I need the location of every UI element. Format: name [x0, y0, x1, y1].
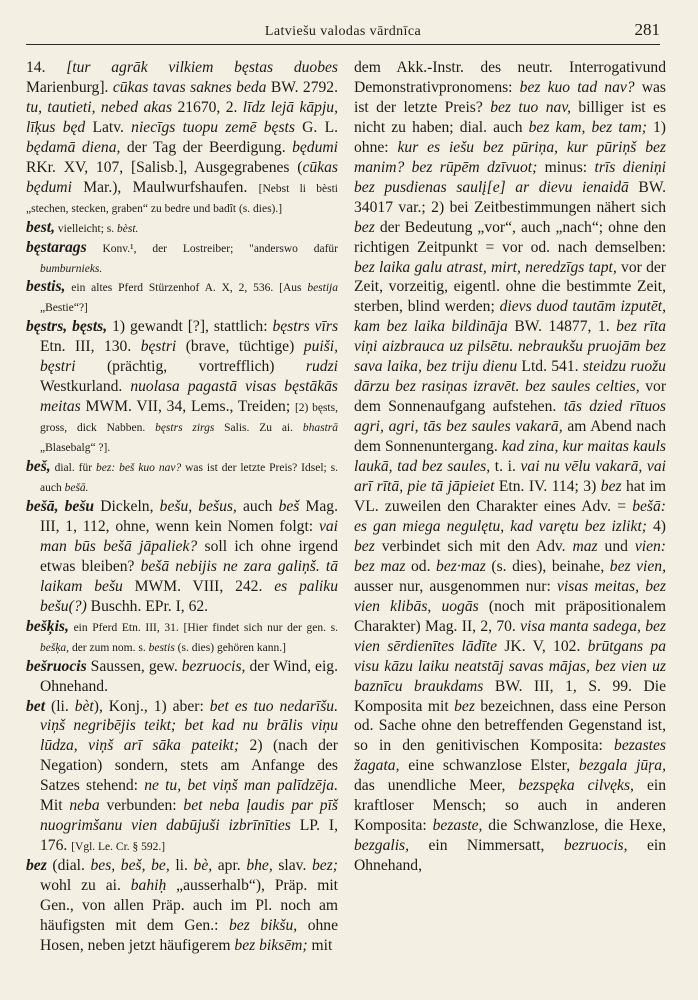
example-text: maz	[572, 537, 598, 555]
example-text: vien: bez maz	[354, 537, 666, 575]
entry-text: ein kraftloser Mensch; so auch in anderen Komposita:	[354, 777, 666, 835]
dictionary-entry	[26, 238, 338, 278]
etymology-note: Konv.¹, der Lostreiber; "anderswo dafür	[86, 242, 338, 255]
entry-text: BW. 34017 var.; 2) bei Zeitbestimmungen nähert sich	[354, 178, 667, 216]
etymology-note: vielleicht; s.	[55, 222, 117, 235]
left-column	[26, 58, 338, 956]
example-text: vai man būs bešā jāpaliek?	[40, 517, 338, 555]
example-text: bez·maz	[436, 557, 486, 575]
headword: bešruocis	[26, 657, 87, 675]
entry-text: Marienburg].	[26, 78, 113, 96]
example-text: bez biksēm;	[234, 936, 308, 954]
entry-text: slav.	[272, 857, 312, 875]
entry-text: (brave, tüchtige)	[176, 338, 304, 356]
example-text: bèt	[74, 697, 94, 715]
entry-text: verbindet sich mit den Adv.	[374, 537, 573, 555]
example-text: bahiḥ	[130, 877, 167, 895]
example-text: nuolasa pagastā visas bęstākās meitas	[40, 378, 338, 416]
example-text: bez	[600, 478, 622, 496]
example-text: [tur agrāk vilkiem bęstas duobes	[66, 59, 338, 76]
entry-text: BW. III, 1, S. 99. Die Komposita mit	[354, 677, 666, 715]
etymology-note: bešā.	[64, 482, 89, 495]
etymology-note: bèst.	[117, 222, 139, 235]
example-text: będamā diena,	[26, 138, 121, 156]
entry-text: 14.	[26, 59, 67, 76]
example-text: bez rīta viņi aizbrauca uz pilsētu. nebraukšu pruojām bez sava laika, bez triju dienu	[354, 318, 666, 376]
entry-text: LP. I, 176.	[40, 817, 338, 855]
dictionary-entry	[26, 497, 338, 617]
etymology-note: [Nebst li bèsti „stechen, stecken, graben“ zu bedre und badît (s. dies).]	[26, 182, 338, 215]
entry-text: was ist der letzte Preis?	[354, 78, 666, 116]
entry-text: (li.	[45, 697, 75, 715]
example-text: bez	[354, 218, 375, 236]
etymology-note: bumburnieks.	[40, 262, 103, 275]
entry-text: und	[597, 537, 635, 555]
example-text: bet neba ļaudis par pīš nuogrimšanu vien dabūjuši izbrīnīties	[40, 797, 338, 835]
entry-text: (s. dies), beinahe,	[485, 557, 610, 575]
entry-text: hat im VL. zuweilen den Charakter eines Adv. =	[354, 478, 666, 515]
headword: bešķis,	[26, 617, 69, 635]
example-text: bez kuo tad nav?	[519, 78, 635, 96]
example-text: cūkas tavas saknes beda	[112, 78, 267, 96]
etymology-note: ein Pferd Etn. III, 31. [Hier findet sich nur der gen. s.	[68, 621, 338, 634]
etymology-note: bez: beš kuo nav?	[95, 462, 182, 475]
entry-text: Mar.), Maulwurfshaufen.	[71, 178, 259, 196]
page-number: 281	[634, 20, 660, 39]
example-text: niecīgs tuopu zemē bęsts	[131, 118, 295, 136]
entry-text: ein Ohnehand,	[354, 837, 667, 875]
headword: bestis,	[26, 278, 66, 296]
entry-text: RKr. XV, 107, [Salisb.], Ausgegrabenes (	[26, 158, 303, 176]
entry-text: od.	[405, 557, 437, 575]
etymology-note: [2) bęsts, gross, dick Nabben.	[40, 402, 338, 435]
etymology-note: [Vgl. Le. Cr. § 592.]	[71, 841, 166, 854]
example-text: steidzu ruožu dārzu bez rasiņas izravēt.	[354, 358, 666, 396]
dictionary-entry	[26, 218, 338, 238]
example-text: cūkas będumi	[26, 158, 338, 196]
example-text: bez saules celties,	[524, 378, 640, 396]
entry-text: die Schwanzlose, die Hexe,	[482, 817, 666, 835]
etymology-note: bestis	[148, 641, 175, 654]
etymology-note: bęstrs zirgs	[155, 422, 215, 435]
example-text: kur es iešu bez pūriņa, kur pūriņš bez manim? bez rūpēm dzīvuot;	[354, 138, 666, 176]
example-text: bešā: es gan miega negulętu, kad varętu bez izlikt;	[354, 497, 666, 535]
entry-text: MWM. VIII, 242.	[122, 577, 275, 595]
entry-text: der Bedeutung „vor“, auch „nach“; ohne den richtigen Zeitpunkt = vor od. nach demselben:	[354, 218, 666, 256]
etymology-note: der zum nom. s.	[69, 641, 149, 654]
example-text: bezgala jūŗa,	[578, 757, 666, 775]
example-text: bhe,	[246, 857, 273, 875]
entry-text: 4)	[646, 517, 666, 535]
etymology-note: Salis. Zu ai.	[214, 422, 303, 435]
example-text: bešu, bešus,	[159, 497, 237, 515]
example-text: visas meitas, bez vien klibās, uogās	[354, 577, 666, 615]
example-text: visa manta sadega, bez vien sērdienītes lādīte	[354, 617, 666, 655]
etymology-note: „Blasebalg“ ?].	[40, 442, 111, 455]
entry-text: der Tag der Beerdigung.	[120, 138, 293, 156]
entry-text: minus:	[537, 158, 595, 176]
entry-text: 1) ohne:	[354, 118, 666, 156]
entry-text: Saussen, gew.	[86, 657, 182, 675]
entry-text: Etn. IV. 114; 3)	[494, 478, 601, 496]
entry-text: JK. V, 102.	[497, 637, 588, 655]
headword: bet	[26, 697, 46, 715]
example-text: bezruocis,	[563, 837, 628, 855]
entry-text: Etn. III, 130.	[40, 338, 141, 356]
example-text: rudzi	[305, 358, 338, 376]
entry-text: (noch mit präpositionalem Charakter) Mag. II, 2, 70.	[354, 597, 666, 635]
entry-text: Mag. III, 1, 112, ohne, wenn kein Nomen folgt:	[40, 497, 339, 535]
text-columns	[26, 58, 666, 956]
entry-text: bezeichnen, dass eine Person od. Sache ohne den betreffenden Gegenstand ist, so in den genitivischen Komposita:	[354, 697, 666, 755]
entry-text: 1) gewandt [?], stattlich:	[107, 318, 273, 336]
entry-continuation	[26, 58, 338, 218]
entry-text: t. i.	[490, 458, 521, 476]
entry-text: BW. 2792.	[266, 78, 338, 96]
entry-text: eine schwanzlose Elster,	[399, 757, 579, 775]
example-text: līdz lejā kāpju, līķus będ	[26, 98, 338, 136]
entry-text: ein Nimmersatt,	[409, 837, 564, 855]
etymology-note: bešķa,	[40, 641, 70, 654]
entry-text: apr.	[212, 857, 247, 875]
dictionary-entry	[26, 457, 338, 497]
entry-text: (dial.	[46, 857, 91, 875]
example-text: bez tuo nav,	[490, 98, 571, 116]
etymology-note: was ist der letzte Preis? Idsel; s. auch	[40, 462, 338, 495]
etymology-note: bestija	[307, 282, 338, 295]
example-text: brūtgans pa visu kāzu laiku neatstāj savas mājas, bez vien uz baznīcu braukdams	[354, 637, 666, 695]
entry-text: Latv.	[85, 118, 132, 136]
example-text: ne tu, bet viņš man palīdzēja.	[144, 777, 338, 795]
entry-continuation	[354, 58, 666, 876]
example-text: es paliku bešu(?)	[40, 577, 338, 615]
entry-text: vor dem Sonnenaufgang aufstehen.	[354, 378, 667, 416]
example-text: tu, tautieti, nebed akas	[26, 98, 173, 116]
dictionary-entry	[26, 697, 338, 857]
example-text: bes, beš, be,	[90, 857, 170, 875]
example-text: bezgalis,	[354, 837, 410, 855]
entry-text: mit	[307, 936, 333, 954]
example-text: bez;	[311, 857, 338, 875]
headword: bez	[26, 857, 47, 875]
running-title: Latviešu valodas vārdnīca	[264, 24, 422, 39]
entry-text: der Wind, eig. Ohnehand.	[40, 657, 338, 695]
entry-text: Mit	[40, 797, 70, 815]
headword: bešā, bešu	[26, 497, 95, 515]
entry-text: auch	[236, 497, 279, 515]
example-text: bez laika galu atrast, mirt, neredzīgs tapt,	[354, 258, 617, 276]
example-text: bęstrs vīrs	[272, 318, 339, 336]
entry-text: Dickeln,	[94, 497, 160, 515]
entry-text: Ltd. 541.	[517, 358, 583, 376]
dictionary-entry	[26, 657, 338, 697]
example-text: bez bikšu,	[229, 916, 298, 934]
etymology-note: dial. für	[50, 462, 96, 475]
entry-text: (prächtig, vortrefflich)	[75, 358, 306, 376]
headword: bęstarags	[26, 238, 87, 256]
dictionary-entry	[26, 317, 338, 457]
example-text: vai nu vēlu vakarā, vai arī rītā, pie tā jāpieiet	[354, 458, 666, 496]
entry-text: G. L.	[294, 118, 338, 136]
example-text: bè,	[193, 857, 213, 875]
example-text: bez kam, bez tam;	[528, 118, 647, 136]
entry-text: wohl zu ai.	[40, 877, 131, 895]
etymology-note: „Bestie“?]	[40, 302, 88, 315]
entry-text: am Abend nach dem Sonnenuntergang.	[354, 418, 666, 456]
entry-text: soll ich ohne irgend etwas bleiben?	[40, 537, 338, 575]
example-text: bez	[354, 537, 375, 555]
example-text: kad zina, kur maitas kauls laukā, tad bez saules,	[354, 438, 666, 476]
entry-text: „ausserhalb“), Präp. mit Gen., von allen Präp. auch im Pl. noch am häufigsten mit dem Gen.:	[40, 877, 338, 934]
entry-text: billiger ist es nicht zu haben; dial. auch	[354, 98, 667, 136]
example-text: bezruocis,	[181, 657, 246, 675]
example-text: tās dzied rītuos agri, agri, tās bez saules vakarā,	[354, 398, 666, 436]
etymology-note: ein altes Pferd Stürzenhof A. X, 2, 536. [Aus	[65, 282, 308, 295]
headword: beš,	[26, 458, 51, 476]
example-text: beš	[278, 497, 300, 515]
dictionary-entry	[26, 277, 338, 317]
entry-text: Buschh. EPr. I, 62.	[86, 597, 209, 615]
example-text: neba	[69, 797, 100, 815]
example-text: bet es tuo nedarīšu. viņš negribējis teikt; bet kad nu brālis viņu lūdza, viņš arī sāka pateikt;	[40, 697, 339, 755]
entry-text: ), Konj., 1) aber:	[93, 697, 210, 715]
example-text: puiši, bęstri	[40, 338, 338, 376]
headword: best,	[26, 218, 56, 236]
etymology-note: bhastrā	[302, 422, 338, 435]
dictionary-entry	[26, 856, 338, 956]
example-text: bezastes žagata,	[354, 737, 666, 775]
page-header	[26, 18, 660, 45]
example-text: bęstri	[140, 338, 177, 356]
entry-text: Westkurland.	[40, 378, 131, 396]
entry-text: vor der Zeit, vorzeitig, eigentl. ohne die bestimmte Zeit, sterben, blind werden;	[354, 258, 666, 316]
entry-text: BW. 14877, 1.	[507, 318, 617, 336]
dictionary-entry	[26, 617, 338, 657]
entry-text: li.	[169, 857, 194, 875]
example-text: bez	[454, 697, 475, 715]
entry-text: das unendliche Meer,	[354, 777, 519, 795]
example-text: bezspęka cilvęks,	[518, 777, 634, 795]
etymology-note: (s. dies) gehören kann.]	[174, 641, 286, 654]
example-text: bez vien,	[609, 557, 666, 575]
example-text: bešā nebijis ne zara galiņš. tā laikam bešu	[40, 557, 339, 595]
example-text: dievs duod tautām izputēt, kam bez laika bildināja	[354, 298, 666, 336]
entry-text: ausser nur, ausgenommen nur:	[354, 577, 558, 595]
entry-text: 2) (nach der Negation) sondern, stets am Anfange des Satzes stehend:	[40, 737, 338, 795]
entry-text: 21670, 2.	[172, 98, 243, 116]
example-text: bezaste,	[432, 817, 483, 835]
entry-text: MWM. VII, 34, Lems., Treiden;	[80, 398, 295, 416]
headword: bęstrs, bęsts,	[26, 318, 108, 336]
right-column	[354, 58, 666, 956]
entry-text: ohne Hosen, neben jetzt häufigerem	[40, 916, 339, 954]
example-text: będumi	[292, 138, 338, 156]
entry-text: dem Akk.-Instr. des neutr. Interrogativund Demonstrativpronomens:	[354, 59, 666, 96]
example-text: trīs dieniņi bez pusdienas saulį[e] ar dievu ienaidā	[354, 158, 666, 196]
entry-text: verbunden:	[99, 797, 184, 815]
